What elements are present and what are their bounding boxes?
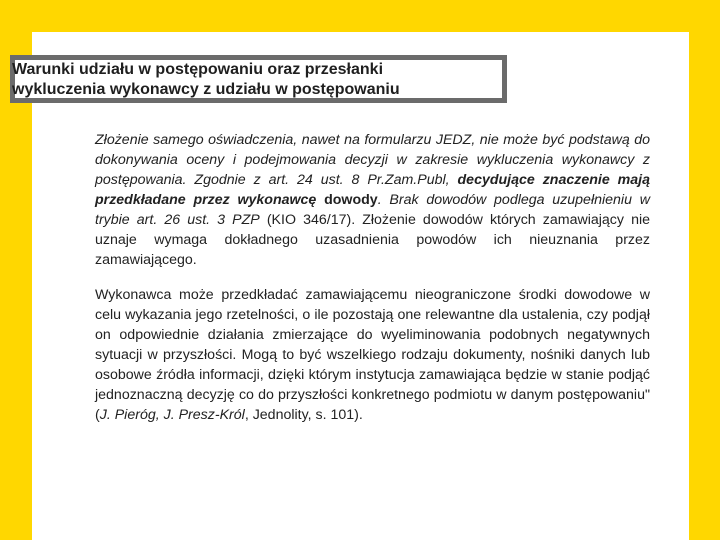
p1-text-brak: . Brak dowodów podlega uzupełnieniu w trybie art. 26 ust. 3 PZP (95, 192, 650, 228)
paragraph-2 (95, 285, 650, 425)
p2-text-main: Wykonawca może przedkładać zamawiającemu nieograniczone środki dowodowe w celu wykazania jego rzetelności, o ile pozostają one relewantne dla ustalenia, czy podjął on odpowiednie działania zmierzające do wyeliminowania podobnych negatywnych sytuacji w przyszłości. Mogą to być wszelkiego rodzaju dokumenty, nośniki danych lub osobowe źródła informacji, dzięki którym instytucja zamawiająca będzie w stanie podjąć jednoznaczną decyzję co do przyszłości konkretnego podmiotu w danym postępowaniu" ( (95, 287, 650, 423)
title-line-1: Warunki udziału w postępowaniu oraz przesłanki (12, 61, 384, 78)
p1-text-intro: Złożenie samego oświadczenia, nawet na formularzu JEDZ, nie może być podstawą do dokonywania oceny i podejmowania decyzji w zakresie wykluczenia wykonawcy z postępowania. Zgodnie z art. 24 ust. 8 Pr.Zam.Publ, (95, 132, 650, 188)
p1-bold-italic: decydujące znaczenie mają przedkładane przez wykonawcę (95, 172, 650, 208)
p1-text-end: (KIO 346/17). Złożenie dowodów których zamawiający nie uznaje wymaga dokładnego uzasadnienia powodów ich nieuznania przez zamawiającego. (95, 212, 651, 268)
p2-authors: J. Pieróg, J. Presz-Król (99, 407, 245, 423)
paragraph-1 (95, 130, 650, 270)
p2-citation: , Jednolity, s. 101). (244, 407, 363, 423)
slide-title (12, 60, 400, 100)
p1-bold-dowody: dowody (316, 192, 378, 208)
title-line-2: wykluczenia wykonawcy z udziału w postępowaniu (12, 81, 400, 98)
